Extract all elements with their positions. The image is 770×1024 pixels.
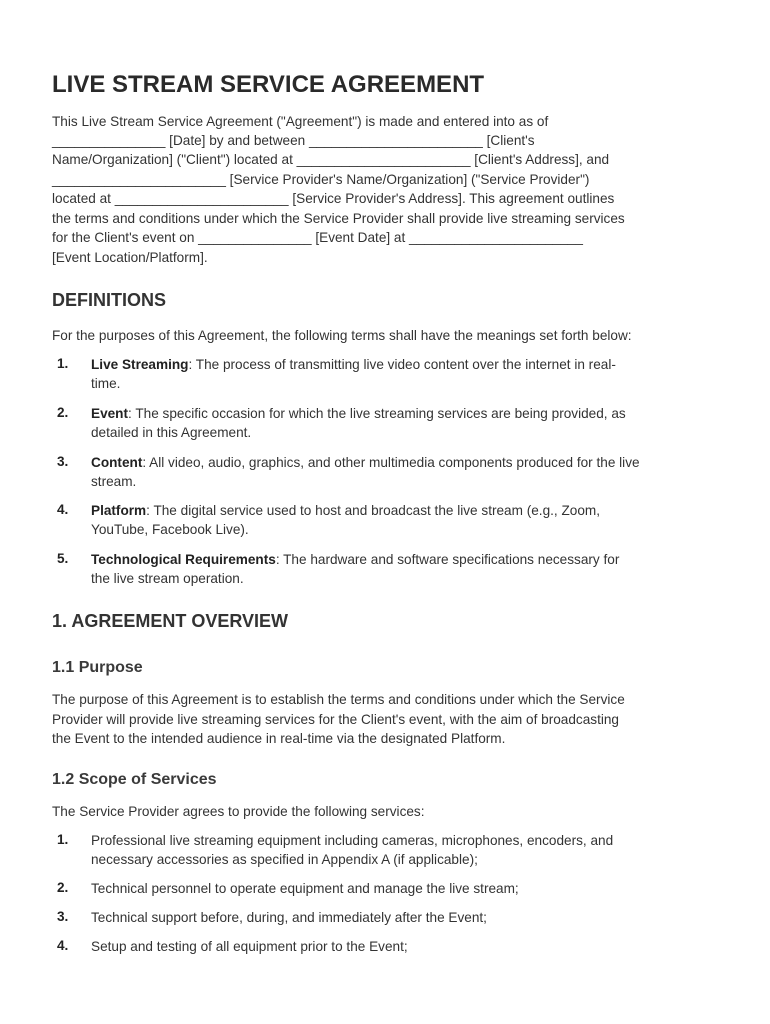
scope-intro: The Service Provider agrees to provide the following services:: [52, 804, 425, 819]
definitions-intro: For the purposes of this Agreement, the following terms shall have the meanings set forth below:: [52, 328, 632, 343]
definition-text: : The hardware and software specifications necessary for: [275, 552, 620, 567]
list-item-line: necessary accessories as specified in Appendix A (if applicable);: [91, 852, 478, 867]
list-item-line: Technical support before, during, and immediately after the Event;: [91, 910, 487, 925]
intro-line: for the Client's event on _______________ [Event Date] at _______________________: [52, 230, 583, 245]
purpose-line: Provider will provide live streaming services for the Client's event, with the aim of broadcasting: [52, 712, 619, 727]
definition-text: : All video, audio, graphics, and other multimedia components produced for the live: [142, 455, 640, 470]
definition-term: Event: [91, 406, 129, 421]
list-item-line: time.: [91, 376, 121, 391]
purpose-line: The purpose of this Agreement is to establish the terms and conditions under which the Service: [52, 692, 625, 707]
list-item-line: the live stream operation.: [91, 571, 244, 586]
list-item-line: [91, 453, 640, 473]
list-item-line: Technical personnel to operate equipment and manage the live stream;: [91, 881, 519, 896]
document-title: LIVE STREAM SERVICE AGREEMENT: [52, 71, 485, 98]
list-number: 2.: [57, 880, 69, 895]
list-number: 2.: [57, 405, 69, 420]
intro-line: Name/Organization] ("Client") located at _______________________ [Client's Address], and: [52, 152, 610, 167]
list-item-line: YouTube, Facebook Live).: [91, 522, 249, 537]
list-item-line: [91, 355, 616, 375]
intro-line: This Live Stream Service Agreement ("Agreement") is made and entered into as of: [52, 114, 549, 129]
intro-line: _______________ [Date] by and between _______________________ [Client's: [52, 133, 535, 148]
purpose-line: the Event to the intended audience in real-time via the designated Platform.: [52, 731, 506, 746]
definition-term: Technological Requirements: [91, 552, 276, 567]
definition-text: : The digital service used to host and broadcast the live stream (e.g., Zoom,: [146, 503, 600, 518]
scope-heading: 1.2 Scope of Services: [52, 771, 217, 788]
intro-line: the terms and conditions under which the Service Provider shall provide live streaming services: [52, 211, 625, 226]
definition-term: Platform: [91, 503, 147, 518]
list-number: 4.: [57, 502, 69, 517]
list-number: 5.: [57, 551, 69, 566]
intro-line: [Event Location/Platform].: [52, 250, 208, 265]
list-number: 1.: [57, 356, 69, 371]
list-item-line: [91, 404, 626, 424]
list-item-line: stream.: [91, 474, 137, 489]
list-number: 3.: [57, 454, 69, 469]
intro-line: _______________________ [Service Provider's Name/Organization] ("Service Provider"): [52, 172, 590, 187]
list-item-line: detailed in this Agreement.: [91, 425, 252, 440]
intro-line: located at _______________________ [Service Provider's Address]. This agreement outlines: [52, 191, 615, 206]
list-number: 3.: [57, 909, 69, 924]
definition-term: Live Streaming: [91, 357, 189, 372]
list-number: 1.: [57, 832, 69, 847]
definition-text: : The process of transmitting live video content over the internet in real-: [188, 357, 616, 372]
purpose-heading: 1.1 Purpose: [52, 659, 143, 676]
list-item-line: [91, 550, 619, 570]
list-item-line: Setup and testing of all equipment prior to the Event;: [91, 939, 408, 954]
overview-heading: 1. AGREEMENT OVERVIEW: [52, 611, 289, 631]
definition-term: Content: [91, 455, 143, 470]
definitions-heading: DEFINITIONS: [52, 290, 167, 310]
definition-text: : The specific occasion for which the live streaming services are being provided, as: [128, 406, 626, 421]
list-item-line: Professional live streaming equipment including cameras, microphones, encoders, and: [91, 833, 614, 848]
list-item-line: [91, 501, 600, 521]
list-number: 4.: [57, 938, 69, 953]
